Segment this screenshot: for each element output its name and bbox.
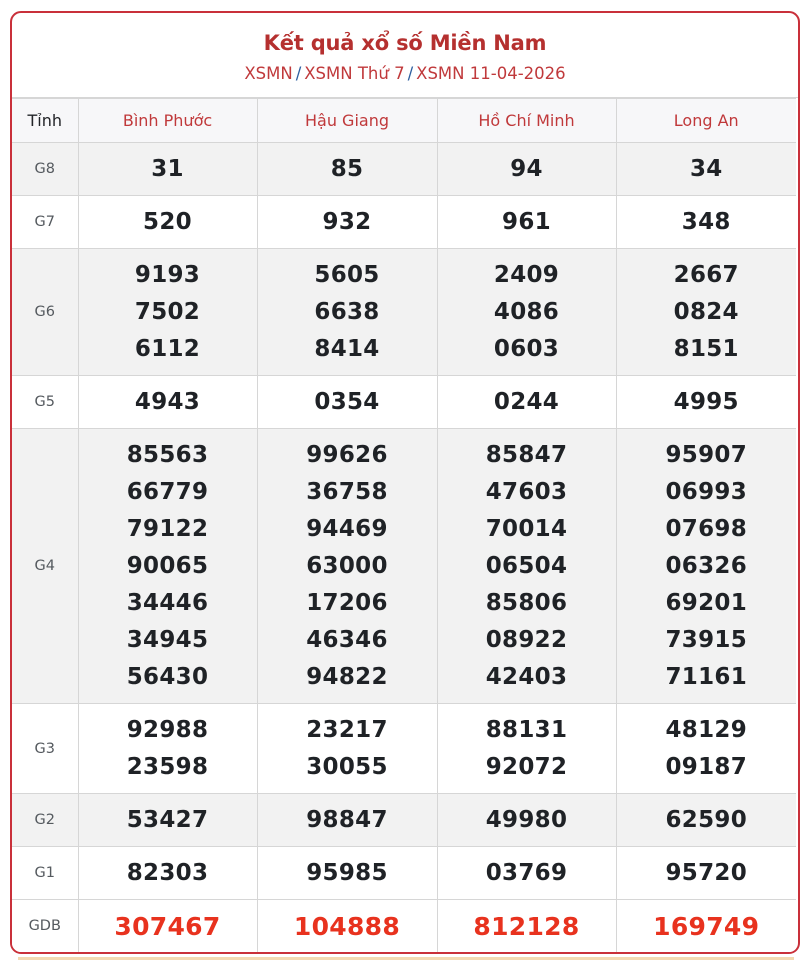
prize-number: 9193 xyxy=(134,261,201,288)
prize-number: 2409 xyxy=(493,261,560,288)
prize-number: 520 xyxy=(143,208,192,235)
prize-number: 62590 xyxy=(665,806,748,833)
result-cell xyxy=(437,794,616,847)
prize-number: 92988 xyxy=(126,716,209,743)
prize-number: 932 xyxy=(322,208,372,235)
prize-number: 0354 xyxy=(314,388,380,415)
result-cell xyxy=(437,429,616,704)
breadcrumb-link-xsmn-date[interactable]: XSMN 11-04-2026 xyxy=(416,64,566,83)
result-cell xyxy=(616,143,796,196)
prize-number: 95907 xyxy=(665,441,748,468)
prize-number: 46346 xyxy=(306,626,388,653)
breadcrumb xyxy=(12,63,798,85)
result-cell xyxy=(616,196,796,249)
prize-number: 06326 xyxy=(665,552,748,579)
prize-label: G4 xyxy=(12,429,78,704)
prize-number: 23598 xyxy=(126,753,209,780)
result-cell xyxy=(437,143,616,196)
result-cell xyxy=(616,847,796,900)
table-row xyxy=(12,196,796,249)
prize-number: 48129 xyxy=(665,716,748,743)
result-cell xyxy=(78,794,257,847)
result-cell xyxy=(616,900,796,953)
prize-number: 961 xyxy=(502,208,551,235)
prize-number: 73915 xyxy=(665,626,748,653)
breadcrumb-separator: / xyxy=(295,64,302,83)
result-cell xyxy=(257,376,437,429)
special-prize-number: 307467 xyxy=(114,911,221,941)
table-row xyxy=(12,900,796,953)
table-row xyxy=(12,704,796,794)
prize-number: 95720 xyxy=(665,859,748,886)
prize-number: 92072 xyxy=(485,753,568,780)
prize-number: 30055 xyxy=(306,753,388,780)
result-cell xyxy=(257,704,437,794)
prize-number: 85 xyxy=(330,155,364,182)
prize-number: 23217 xyxy=(306,716,388,743)
prize-label: G7 xyxy=(12,196,78,249)
prize-number: 94822 xyxy=(306,663,388,690)
prize-number: 85563 xyxy=(126,441,209,468)
prize-number: 47603 xyxy=(485,478,568,505)
prize-number: 88131 xyxy=(485,716,568,743)
result-cell xyxy=(78,196,257,249)
prize-number: 34 xyxy=(689,155,723,182)
prize-number: 82303 xyxy=(126,859,209,886)
prize-number: 4086 xyxy=(493,298,560,325)
prize-number: 95985 xyxy=(306,859,388,886)
prize-number: 0603 xyxy=(493,335,560,362)
prize-number: 49980 xyxy=(485,806,568,833)
prize-number: 36758 xyxy=(306,478,388,505)
special-prize-number: 104888 xyxy=(293,911,401,941)
prize-number: 71161 xyxy=(665,663,748,690)
result-cell xyxy=(78,376,257,429)
result-cell xyxy=(437,249,616,376)
prize-number: 56430 xyxy=(126,663,209,690)
prize-number: 5605 xyxy=(314,261,380,288)
prize-number: 90065 xyxy=(126,552,209,579)
prize-number: 31 xyxy=(151,155,184,182)
result-cell xyxy=(257,429,437,704)
prize-number: 98847 xyxy=(306,806,388,833)
province-column-header: Tỉnh xyxy=(12,99,78,143)
special-prize-number: 169749 xyxy=(653,911,760,941)
prize-number: 85806 xyxy=(485,589,568,616)
province-header-hau-giang[interactable]: Hậu Giang xyxy=(257,99,437,143)
table-row xyxy=(12,794,796,847)
prize-number: 2667 xyxy=(673,261,739,288)
prize-number: 70014 xyxy=(485,515,568,542)
province-header-ho-chi-minh[interactable]: Hồ Chí Minh xyxy=(437,99,616,143)
result-cell xyxy=(616,376,796,429)
result-cell xyxy=(616,794,796,847)
result-cell xyxy=(78,847,257,900)
prize-number: 8414 xyxy=(314,335,380,362)
result-cell xyxy=(437,376,616,429)
prize-number: 94469 xyxy=(306,515,388,542)
table-row xyxy=(12,249,796,376)
prize-number: 06504 xyxy=(485,552,568,579)
result-cell xyxy=(257,847,437,900)
table-row xyxy=(12,376,796,429)
prize-label: G2 xyxy=(12,794,78,847)
prize-number: 4943 xyxy=(134,388,201,415)
prize-label: GDB xyxy=(12,900,78,953)
prize-label: G6 xyxy=(12,249,78,376)
result-cell xyxy=(437,900,616,953)
result-cell xyxy=(257,900,437,953)
prize-number: 99626 xyxy=(306,441,388,468)
breadcrumb-link-xsmn-thu7[interactable]: XSMN Thứ 7 xyxy=(304,64,405,83)
table-row xyxy=(12,143,796,196)
province-header-long-an[interactable]: Long An xyxy=(616,99,796,143)
result-cell xyxy=(257,143,437,196)
result-cell xyxy=(437,704,616,794)
table-header-row xyxy=(12,99,796,143)
result-cell xyxy=(257,794,437,847)
results-table xyxy=(12,98,796,952)
result-cell xyxy=(78,429,257,704)
table-row xyxy=(12,847,796,900)
prize-number: 17206 xyxy=(306,589,388,616)
prize-number: 53427 xyxy=(126,806,209,833)
result-cell xyxy=(437,196,616,249)
prize-label: G3 xyxy=(12,704,78,794)
prize-number: 6112 xyxy=(134,335,201,362)
prize-number: 08922 xyxy=(485,626,568,653)
prize-number: 94 xyxy=(510,155,543,182)
prize-number: 06993 xyxy=(665,478,748,505)
prize-number: 6638 xyxy=(314,298,380,325)
prize-number: 34945 xyxy=(126,626,209,653)
prize-number: 42403 xyxy=(485,663,568,690)
prize-number: 79122 xyxy=(126,515,209,542)
result-cell xyxy=(78,249,257,376)
province-header-binh-phuoc[interactable]: Bình Phước xyxy=(78,99,257,143)
result-cell xyxy=(78,900,257,953)
prize-number: 69201 xyxy=(665,589,748,616)
prize-number: 66779 xyxy=(126,478,209,505)
prize-number: 85847 xyxy=(485,441,568,468)
prize-label: G1 xyxy=(12,847,78,900)
lottery-results-card xyxy=(10,11,800,954)
page-title: Kết quả xổ số Miền Nam xyxy=(263,31,547,55)
prize-number: 7502 xyxy=(134,298,201,325)
prize-number: 4995 xyxy=(673,388,739,415)
result-cell xyxy=(257,249,437,376)
breadcrumb-link-xsmn[interactable]: XSMN xyxy=(244,64,293,83)
prize-number: 63000 xyxy=(306,552,388,579)
result-cell xyxy=(78,704,257,794)
prize-number: 34446 xyxy=(126,589,209,616)
result-cell xyxy=(78,143,257,196)
special-prize-number: 812128 xyxy=(473,911,580,941)
prize-number: 0244 xyxy=(493,388,560,415)
results-header xyxy=(12,13,798,98)
table-row xyxy=(12,429,796,704)
breadcrumb-separator: / xyxy=(407,64,414,83)
prize-number: 8151 xyxy=(673,335,739,362)
prize-number: 09187 xyxy=(665,753,748,780)
prize-label: G8 xyxy=(12,143,78,196)
result-cell xyxy=(616,249,796,376)
prize-number: 0824 xyxy=(673,298,739,325)
prize-number: 03769 xyxy=(485,859,568,886)
result-cell xyxy=(616,429,796,704)
result-cell xyxy=(616,704,796,794)
result-cell xyxy=(257,196,437,249)
prize-number: 348 xyxy=(681,208,731,235)
prize-label: G5 xyxy=(12,376,78,429)
result-cell xyxy=(437,847,616,900)
prize-number: 07698 xyxy=(665,515,748,542)
